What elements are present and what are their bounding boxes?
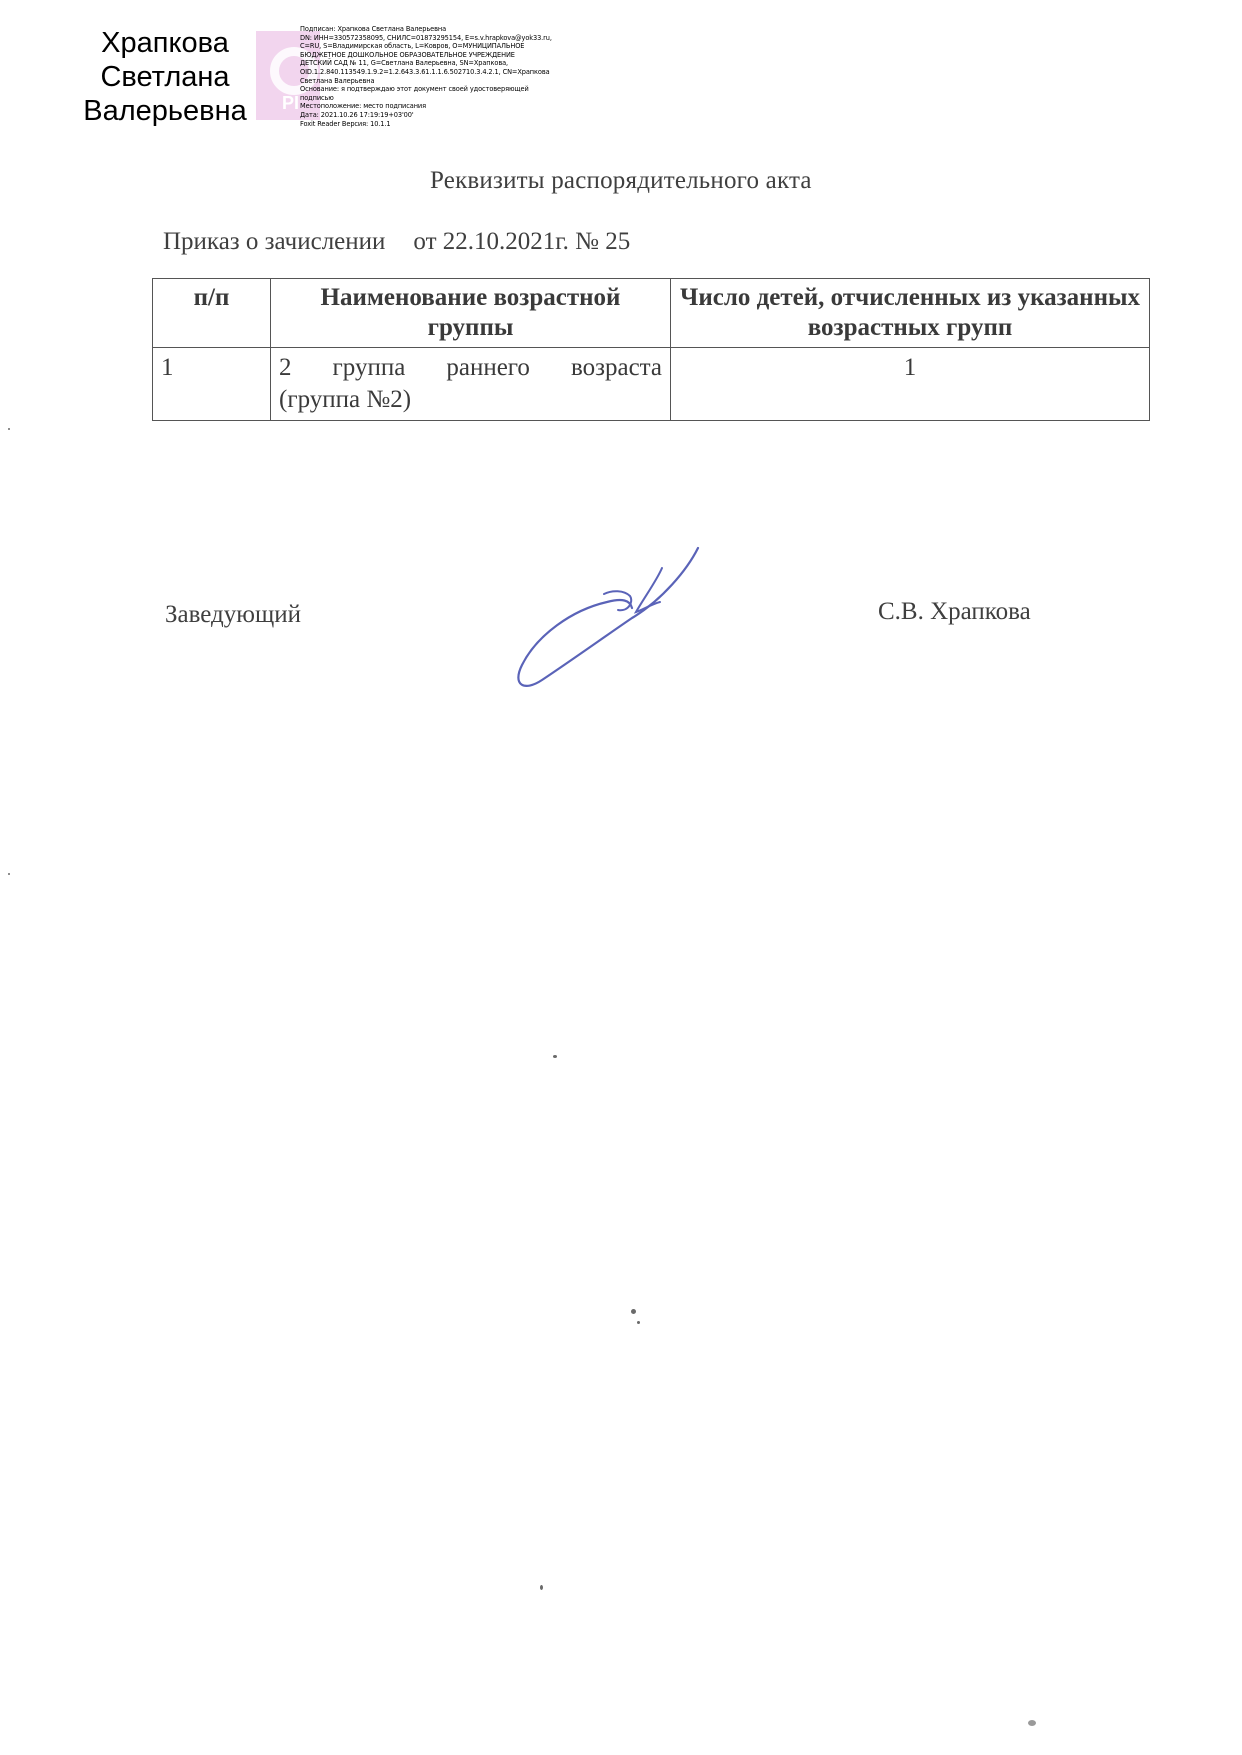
order-line (163, 228, 630, 256)
signature-detail-line: OID.1.2.840.113549.1.9.2=1.2.643.3.61.1.1.6.502710.3.4.2.1, CN=Храпкова (300, 67, 550, 76)
signature-detail-line: подписью (300, 93, 334, 102)
scan-speck (1028, 1720, 1036, 1726)
signer-role: Заведующий (165, 601, 301, 628)
signature-detail-line: Светлана Валерьевна (300, 76, 375, 85)
scan-speck (540, 1585, 543, 1590)
row-group-name (271, 348, 671, 421)
groups-table (152, 278, 1150, 421)
handwritten-signature-icon (512, 540, 712, 690)
signature-detail-line: Подписан: Храпкова Светлана Валерьевна (300, 25, 447, 33)
signer-name-line: Храпкова (101, 27, 229, 59)
group-name-line: 2 группа раннего возраста (279, 354, 662, 381)
signer-name-block (80, 26, 250, 128)
scan-speck (637, 1321, 640, 1324)
table-header-row (153, 279, 1150, 348)
signature-detail-line: Местоположение: место подписания (300, 102, 426, 111)
signature-detail-line: Дата: 2021.10.26 17:19:19+03'00' (300, 110, 414, 119)
scan-speck (8, 873, 10, 875)
group-name-line: (группа №2) (279, 386, 412, 413)
scan-speck (631, 1309, 636, 1314)
signer-full-name: С.В. Храпкова (878, 598, 1031, 625)
scan-speck (553, 1055, 557, 1058)
scan-speck (8, 428, 10, 430)
order-date: от 22.10.2021г. № 25 (413, 228, 631, 255)
row-number: 1 (153, 348, 271, 421)
row-children-count: 1 (671, 348, 1150, 421)
signature-detail-line: Основание: я подтверждаю этот документ своей удостоверяющей (300, 85, 529, 94)
header-children-count: Число детей, отчисленных из указанных возрастных групп (671, 279, 1150, 348)
signature-detail-line: ДЕТСКИЙ САД № 11, G=Светлана Валерьевна, SN=Храпкова, (300, 59, 509, 68)
signature-details (300, 25, 562, 128)
signature-detail-line: C=RU, S=Владимирская область, L=Ковров, O=МУНИЦИПАЛЬНОЕ (300, 42, 525, 51)
header-group-name: Наименование возрастной группы (271, 279, 671, 348)
signature-detail-line: Foxit Reader Версия: 10.1.1 (300, 119, 391, 128)
header-number: п/п (153, 279, 271, 348)
signer-name-line: Валерьевна (83, 95, 247, 127)
table-row (153, 348, 1150, 421)
signature-detail-line: БЮДЖЕТНОЕ ДОШКОЛЬНОЕ ОБРАЗОВАТЕЛЬНОЕ УЧРЕЖДЕНИЕ (300, 50, 515, 59)
order-label: Приказ о зачислении (163, 228, 386, 255)
signature-detail-line: DN: ИНН=330572358095, СНИЛС=01873295154, E=s.v.hrapkova@yok33.ru, (300, 33, 552, 42)
logo-mark: PI (282, 93, 300, 113)
signer-name-line: Светлана (100, 61, 230, 93)
document-title: Реквизиты распорядительного акта (430, 167, 812, 194)
